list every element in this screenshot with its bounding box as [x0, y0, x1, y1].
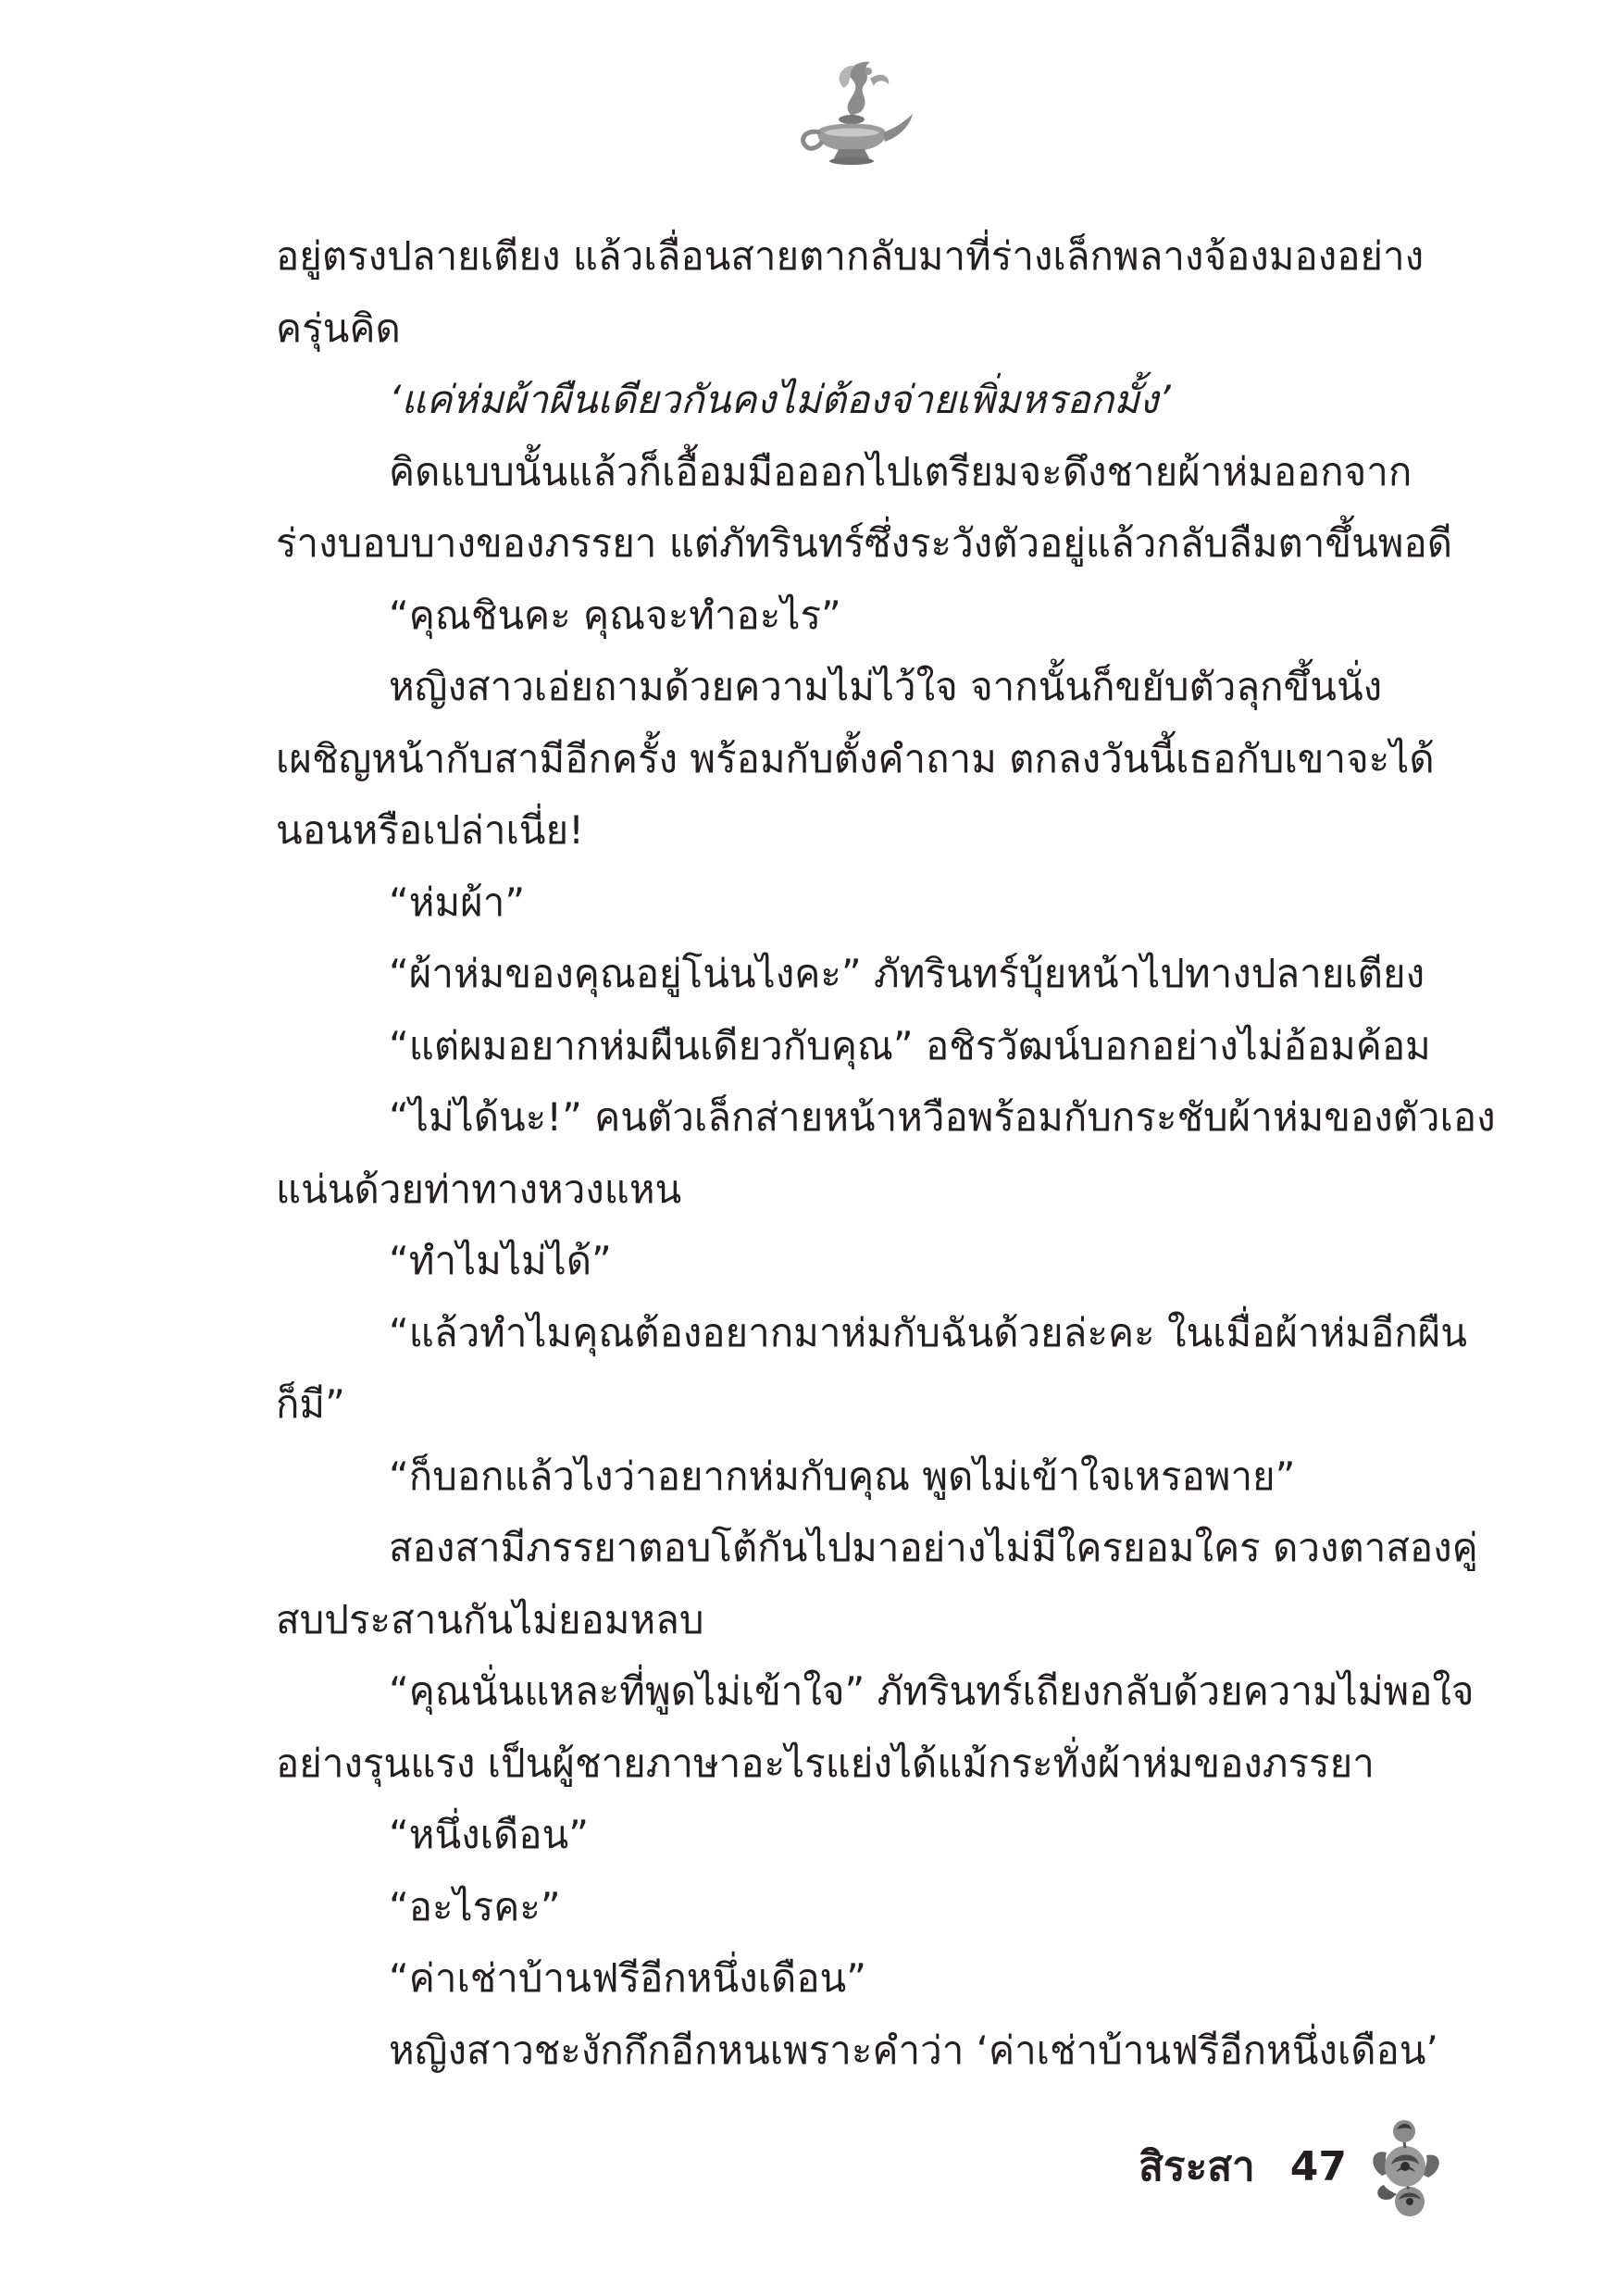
text-line-dialogue: “คุณนั่นแหละที่พูดไม่เข้าใจ” ภัทรินทร์เถียงกลับด้วยความไม่พอใจ [389, 1668, 1475, 1714]
text-line: ร่างบอบบางของภรรยา แต่ภัทรินทร์ซึ่งระวังตัวอยู่แล้วกลับลืมตาขึ้นพอดี [276, 520, 1452, 566]
text-line: คิดแบบนั้นแล้วก็เอื้อมมือออกไปเตรียมจะดึงชายผ้าห่มออกจาก [389, 448, 1413, 494]
text-line-dialogue: “อะไรคะ” [389, 1883, 561, 1929]
text-line-dialogue: “ก็บอกแล้วไงว่าอยากห่มกับคุณ พูดไม่เข้าใจเหรอพาย” [389, 1453, 1296, 1499]
text-line-dialogue: “หนึ่งเดือน” [389, 1812, 589, 1857]
text-line-dialogue: “ผ้าห่มของคุณอยู่โน่นไงคะ” ภัทรินทร์บุ้ยหน้าไปทางปลายเตียง [389, 951, 1425, 996]
rose-flower-icon [1363, 2111, 1447, 2222]
text-line-italic-thought: ‘แค่ห่มผ้าผืนเดียวกันคงไม่ต้องจ่ายเพิ่มหรอกมั้ง’ [389, 377, 1171, 422]
text-line-dialogue: “คุณชินคะ คุณจะทำอะไร” [389, 592, 841, 638]
text-line-dialogue: “แต่ผมอยากห่มผืนเดียวกับคุณ” อชิรวัฒน์บอกอย่างไม่อ้อมค้อม [389, 1022, 1431, 1068]
text-line: หญิงสาวเอ่ยถามด้วยความไม่ไว้ใจ จากนั้นก็ขยับตัวลุกขึ้นนั่ง [389, 664, 1383, 709]
text-line: หญิงสาวชะงักกึกอีกหนเพราะคำว่า ‘ค่าเช่าบ้านฟรีอีกหนึ่งเดือน’ [389, 2027, 1438, 2073]
text-line: ก็มี” [276, 1381, 345, 1427]
text-line: เผชิญหน้ากับสามีอีกครั้ง พร้อมกับตั้งคำถาม ตกลงวันนี้เธอกับเขาจะได้ [276, 735, 1435, 781]
text-line: ครุ่นคิด [276, 305, 401, 351]
text-line: แน่นด้วยท่าทางหวงแหน [276, 1166, 682, 1212]
page-number: 47 [1289, 2142, 1347, 2190]
text-line-dialogue: “ห่มผ้า” [389, 879, 526, 925]
text-line: สบประสานกันไม่ยอมหลบ [276, 1596, 704, 1642]
genie-lamp-icon [787, 51, 916, 171]
text-line-dialogue: “ไม่ได้นะ!” คนตัวเล็กส่ายหน้าหวือพร้อมกับกระชับผ้าห่มของตัวเอง [389, 1094, 1496, 1140]
text-line: อย่างรุนแรง เป็นผู้ชายภาษาอะไรแย่งได้แม้กระทั่งผ้าห่มของภรรยา [276, 1740, 1375, 1786]
text-line: สองสามีภรรยาตอบโต้กันไปมาอย่างไม่มีใครยอมใคร ดวงตาสองคู่ [389, 1525, 1478, 1570]
text-line-dialogue: “ค่าเช่าบ้านฟรีอีกหนึ่งเดือน” [389, 1955, 867, 2001]
story-text [276, 220, 1496, 2086]
page-footer [1139, 2111, 1447, 2222]
text-line-dialogue: “แล้วทำไมคุณต้องอยากมาห่มกับฉันด้วยล่ะคะ ในเมื่อผ้าห่มอีกผืน [389, 1309, 1467, 1355]
text-line: อยู่ตรงปลายเตียง แล้วเลื่อนสายตากลับมาที่ร่างเล็กพลางจ้องมองอย่าง [276, 233, 1425, 279]
text-line: นอนหรือเปล่าเนี่ย! [276, 807, 584, 853]
book-title: สิระสา [1139, 2143, 1255, 2190]
text-line-dialogue: “ทำไมไม่ได้” [389, 1238, 612, 1283]
